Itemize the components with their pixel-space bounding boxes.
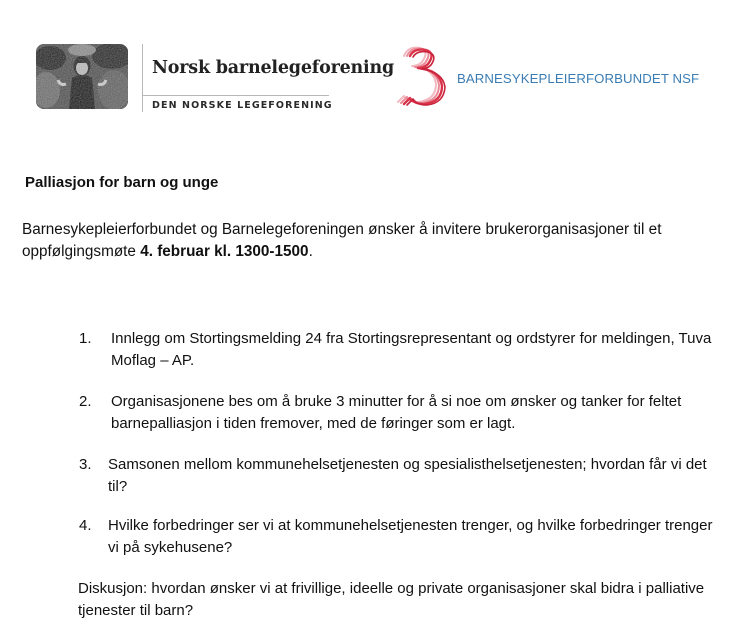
agenda-item-number: 3. — [79, 456, 92, 473]
agenda-item-body — [79, 454, 719, 498]
meeting-date-time: 4. februar kl. 1300-1500 — [140, 243, 309, 260]
agenda-item-number: 2. — [79, 393, 92, 410]
intro-paragraph — [22, 219, 742, 263]
child-photo-icon — [36, 44, 128, 109]
logo-divider-vertical — [142, 44, 143, 112]
logo-title: Norsk barnelegeforening — [152, 58, 395, 78]
intro-text-end: . — [308, 243, 313, 260]
agenda-item-body — [79, 515, 719, 559]
nsf-swirl-mark-icon — [392, 42, 448, 110]
agenda-item-text: Organisasjonene bes om å bruke 3 minutter for å si noe om ønsker og tanker for feltet barnepalliasjon i tiden fremover, med de føringer som er lagt. — [111, 393, 682, 432]
logo-organization-name: BARNESYKEPLEIERFORBUNDET NSF — [457, 71, 700, 86]
agenda-item-number: 1. — [79, 330, 92, 347]
agenda-item-text: Hvilke forbedringer ser vi at kommunehelsetjenesten trenger, og hvilke forbedringer trenger vi på sykehusene? — [108, 517, 713, 556]
agenda-item-text: Innlegg om Stortingsmelding 24 fra Stortingsrepresentant og ordstyrer for meldingen, Tuva Moflag – AP. — [111, 330, 712, 369]
norsk-barnelegeforening-logo — [36, 44, 395, 116]
intro-text: Barnesykepleierforbundet og Barnelegeforeningen ønsker å invitere brukerorganisasjoner til et oppfølgingsmøte — [22, 221, 662, 260]
agenda-item-number: 4. — [79, 517, 92, 534]
logo-divider-horizontal — [142, 95, 329, 96]
barnesykepleierforbundet-logo — [392, 42, 712, 114]
logo-subtitle: DEN NORSKE LEGEFORENING — [152, 100, 333, 111]
document-title: Palliasjon for barn og unge — [25, 174, 219, 191]
discussion-paragraph: Diskusjon: hvordan ønsker vi at frivillige, ideelle og private organisasjoner skal bidra i palliative tjenester til barn? — [78, 580, 705, 619]
agenda-item-text: Samsonen mellom kommunehelsetjenesten og spesialisthelsetjenesten; hvordan får vi det til? — [108, 456, 707, 495]
